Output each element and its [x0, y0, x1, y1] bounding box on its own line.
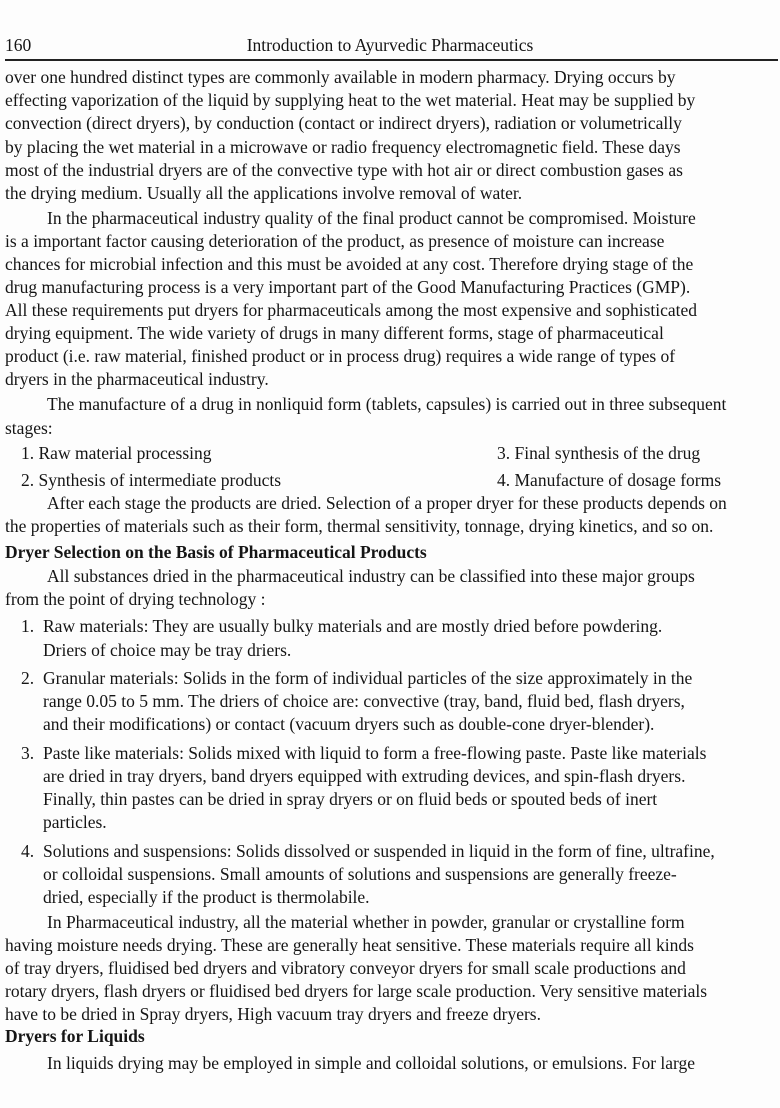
text-line: All substances dried in the pharmaceutical industry can be classified into these major groups	[47, 566, 695, 586]
text-line: are dried in tray dryers, band dryers equipped with extruding devices, and spin-flash dryers.	[43, 766, 686, 786]
text-line: particles.	[43, 812, 107, 832]
text-line: drying equipment. The wide variety of drugs in many different forms, stage of pharmaceutical	[5, 323, 664, 343]
text-line: and their modifications) or contact (vacuum dryers such as double-cone dryer-blender).	[43, 714, 655, 734]
section-heading: Dryers for Liquids	[5, 1026, 145, 1046]
list-number: 4.	[21, 841, 35, 861]
text-line: Finally, thin pastes can be dried in spray dryers or on fluid beds or spouted beds of inert	[43, 789, 658, 809]
list-item: 2. Synthesis of intermediate products	[21, 470, 282, 490]
text-line: All these requirements put dryers for pharmaceuticals among the most expensive and sophisticated	[5, 300, 698, 320]
text-line: of tray dryers, fluidised bed dryers and vibratory conveyor dryers for small scale productions and	[5, 958, 686, 978]
text-line: effecting vaporization of the liquid by supplying heat to the wet material. Heat may be supplied by	[5, 90, 696, 110]
text-line: In the pharmaceutical industry quality of the final product cannot be compromised. Moisture	[47, 208, 696, 228]
list-number: 3.	[21, 743, 35, 763]
text-line: from the point of drying technology :	[5, 589, 266, 609]
text-line: Granular materials: Solids in the form of individual particles of the size approximately in the	[43, 668, 693, 688]
list-number: 1.	[21, 616, 35, 636]
text-line: the drying medium. Usually all the applications involve removal of water.	[5, 183, 523, 203]
text-line: dried, especially if the product is thermolabile.	[43, 887, 370, 907]
text-line: over one hundred distinct types are commonly available in modern pharmacy. Drying occurs by	[5, 67, 676, 87]
text-line: Solutions and suspensions: Solids dissolved or suspended in liquid in the form of fine, ultrafine,	[43, 841, 715, 861]
text-line: by placing the wet material in a microwave or radio frequency electromagnetic field. These days	[5, 137, 681, 157]
text-line: have to be dried in Spray dryers, High vacuum tray dryers and freeze dryers.	[5, 1004, 541, 1024]
text-line: having moisture needs drying. These are generally heat sensitive. These materials require all kinds	[5, 935, 694, 955]
list-item: 3. Final synthesis of the drug	[497, 443, 701, 463]
text-line: rotary dryers, flash dryers or fluidised bed dryers for large scale production. Very sensitive materials	[5, 981, 708, 1001]
text-line: In liquids drying may be employed in simple and colloidal solutions, or emulsions. For large	[47, 1053, 696, 1073]
running-title: Introduction to Ayurvedic Pharmaceutics	[246, 35, 534, 55]
page-number: 160	[5, 35, 32, 55]
text-line: or colloidal suspensions. Small amounts of solutions and suspensions are generally freeze-	[43, 864, 677, 884]
text-line: Raw materials: They are usually bulky materials and are mostly dried before powdering.	[43, 616, 663, 636]
list-number: 2.	[21, 668, 35, 688]
header-rule	[5, 59, 778, 61]
list-item: 4. Manufacture of dosage forms	[497, 470, 722, 490]
text-line: Driers of choice may be tray driers.	[43, 640, 292, 660]
text-line: is a important factor causing deterioration of the product, as presence of moisture can increase	[5, 231, 665, 251]
text-line: convection (direct dryers), by conduction (contact or indirect dryers), radiation or volumetrically	[5, 113, 682, 133]
text-line: drug manufacturing process is a very important part of the Good Manufacturing Practices (GMP).	[5, 277, 691, 297]
text-line: range 0.05 to 5 mm. The driers of choice are: convective (tray, band, fluid bed, flash dryers,	[43, 691, 685, 711]
text-line: the properties of materials such as their form, thermal sensitivity, tonnage, drying kinetics, and so on.	[5, 516, 714, 536]
text-line: In Pharmaceutical industry, all the material whether in powder, granular or crystalline form	[47, 912, 685, 932]
text-line: chances for microbial infection and this must be avoided at any cost. Therefore drying stage of the	[5, 254, 694, 274]
text-line: most of the industrial dryers are of the convective type with hot air or direct combustion gases as	[5, 160, 683, 180]
text-line: Paste like materials: Solids mixed with liquid to form a free-flowing paste. Paste like materials	[43, 743, 707, 763]
text-line: product (i.e. raw material, finished product or in process drug) requires a wide range of types of	[5, 346, 676, 366]
section-heading: Dryer Selection on the Basis of Pharmaceutical Products	[5, 542, 427, 562]
text-line: dryers in the pharmaceutical industry.	[5, 369, 269, 389]
text-line: After each stage the products are dried. Selection of a proper dryer for these products depends on	[47, 493, 727, 513]
text-line: stages:	[5, 418, 53, 438]
text-line: The manufacture of a drug in nonliquid form (tablets, capsules) is carried out in three subsequent	[47, 394, 727, 414]
list-item: 1. Raw material processing	[21, 443, 212, 463]
